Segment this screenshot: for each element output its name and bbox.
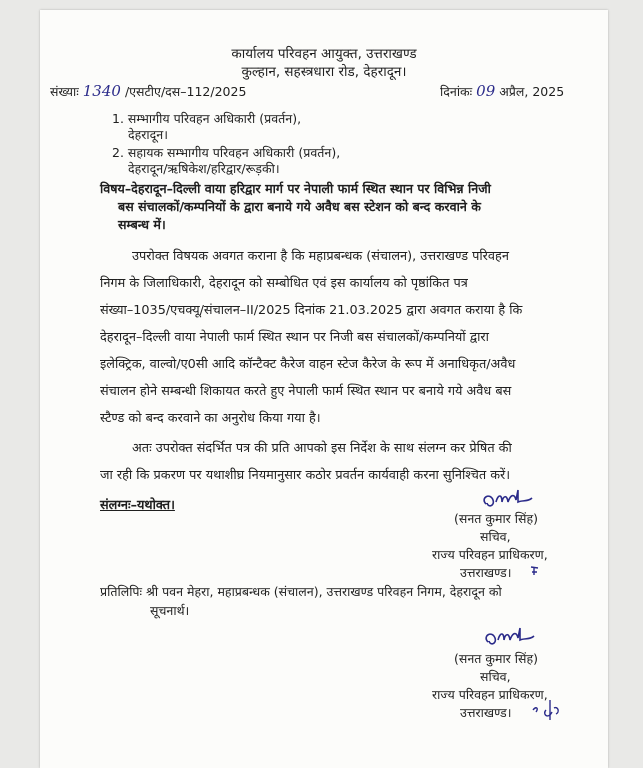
recipient-1-line2: देहरादून।: [128, 127, 168, 142]
recipient-2-line1: 2. सहायक सम्भागीय परिवहन अधिकारी (प्रवर्तन),: [112, 145, 341, 160]
office-address: कुल्हान, सहस्त्रधारा रोड, देहरादून।: [241, 64, 407, 80]
office-title: कार्यालय परिवहन आयुक्त, उत्तराखण्ड: [231, 46, 417, 62]
subject-line-3: सम्बन्ध में।: [118, 217, 166, 232]
signatory-2-title: सचिव,: [480, 669, 511, 684]
enclosure-note: संलग्नः–यथोक्त।: [100, 498, 175, 513]
para2-line: जा रही कि प्रकरण पर यथाशीघ्र नियमानुसार कठोर प्रवर्तन कार्यवाही करना सुनिश्चित करें।: [100, 468, 511, 483]
letter-page: [40, 10, 608, 768]
reference-code: /एसटीए/दस–112/2025: [124, 84, 247, 99]
reference-number: [50, 82, 246, 100]
para1-line: इलेक्ट्रिक, वाल्वो/ए0सी आदि कॉन्टैक्ट कैरेज वाहन स्टेज कैरेज के रूप में अनाधिकृत/अवैध: [100, 357, 516, 372]
signatory-1-state: उत्तराखण्ड।: [460, 565, 512, 580]
reference-prefix: संख्याः: [50, 84, 79, 99]
para1-line: संचालन होने सम्बन्धी शिकायत करते हुए नेपाली फार्म स्थित स्थान पर बनाये गये अवैध बस: [100, 384, 512, 399]
subject-line-1: विषय–देहरादून–दिल्ली वाया हरिद्वार मार्ग पर नेपाली फार्म स्थित स्थान पर विभिन्न निजी: [100, 181, 491, 196]
para1-line: निगम के जिलाधिकारी, देहरादून को सम्बोधित एवं इस कार्यालय को पृष्ठांकित पत्र: [100, 276, 468, 291]
initial-mark-icon: [528, 564, 542, 578]
signatory-2-name: (सनत कुमार सिंह): [454, 651, 538, 666]
initial-mark-icon: [530, 696, 570, 726]
handwritten-date-day: 09: [476, 82, 496, 100]
para1-line: उपरोक्त विषयक अवगत कराना है कि महाप्रबन्धक (संचालन), उत्तराखण्ड परिवहन: [132, 249, 509, 264]
recipient-2-line2: देहरादून/ऋषिकेश/हरिद्वार/रूड़की।: [128, 161, 280, 176]
signatory-2-state: उत्तराखण्ड।: [460, 705, 512, 720]
letter-date: [440, 82, 564, 100]
signatory-1-org: राज्य परिवहन प्राधिकरण,: [432, 547, 548, 562]
para1-line: संख्या–1035/एचक्यू/संचालन–II/2025 दिनांक 21.03.2025 द्वारा अवगत कराया है कि: [100, 303, 523, 318]
subject-line-2: बस संचालकों/कम्पनियों के द्वारा बनाये गये अवैध बस स्टेशन को बन्द करवाने के: [118, 199, 481, 214]
date-rest: अप्रैल, 2025: [499, 84, 565, 99]
para1-line: स्टैण्ड को बन्द करवाने का अनुरोध किया गया है।: [100, 411, 321, 426]
signatory-1-name: (सनत कुमार सिंह): [454, 511, 538, 526]
signatory-1-title: सचिव,: [480, 529, 511, 544]
para1-line: देहरादून–दिल्ली वाया नेपाली फार्म स्थित स्थान पर निजी बस संचालकों/कम्पनियों द्वारा: [100, 330, 489, 345]
signatory-2-org: राज्य परिवहन प्राधिकरण,: [432, 687, 548, 702]
copy-line-1: प्रतिलिपिः श्री पवन मेहरा, महाप्रबन्धक (संचालन), उत्तराखण्ड परिवहन निगम, देहरादून को: [100, 584, 502, 599]
para2-line: अतः उपरोक्त संदर्भित पत्र की प्रति आपको इस निर्देश के साथ संलग्न कर प्रेषित की: [132, 441, 512, 456]
copy-line-2: सूचनार्थ।: [150, 603, 190, 618]
recipient-1-line1: 1. सम्भागीय परिवहन अधिकारी (प्रवर्तन),: [112, 111, 302, 126]
date-label: दिनांकः: [440, 84, 473, 99]
handwritten-ref-number: 1340: [82, 82, 121, 100]
signature-2: [480, 626, 540, 652]
